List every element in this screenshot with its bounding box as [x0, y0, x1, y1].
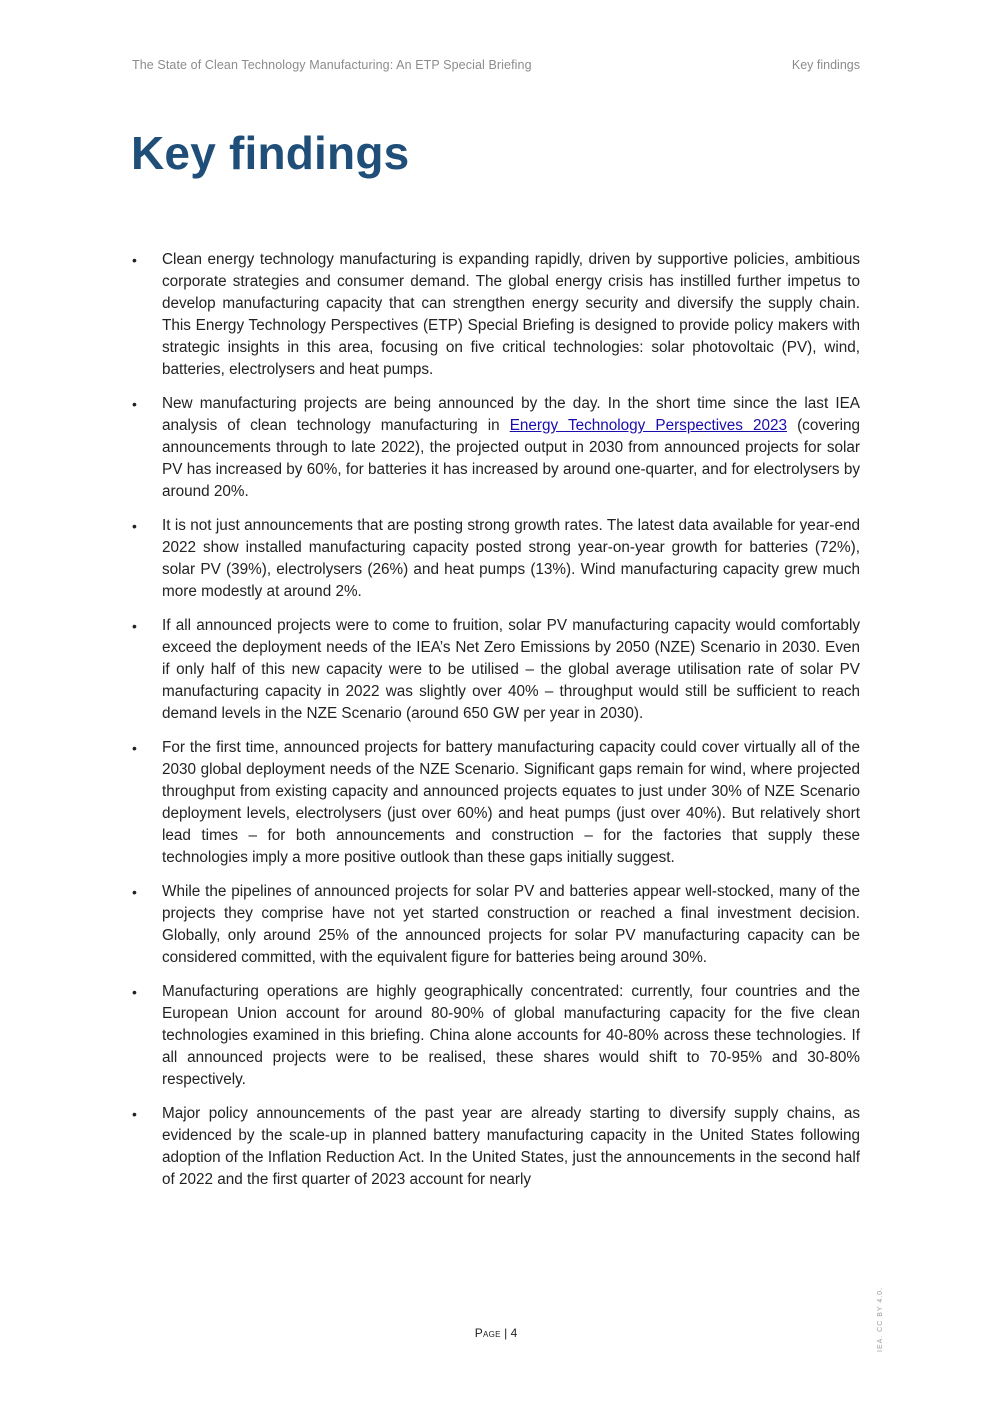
- running-header-title: The State of Clean Technology Manufacturing: An ETP Special Briefing: [132, 58, 532, 72]
- bullet-icon: •: [132, 884, 137, 900]
- finding-item: [132, 393, 860, 503]
- page-separator: |: [500, 1326, 511, 1340]
- finding-text: For the first time, announced projects for battery manufacturing capacity could cover virtually all of the 2030 global deployment needs of the NZE Scenario. Significant gaps remain for wind, where projected throughput from existing capacity and announced projects equates to just under 30% of NZE Scenario deployment levels, electrolysers (just over 60%) and heat pumps (just over 40%). But relatively short lead times – for both announcements and construction – for the factories that supply these technologies imply a more positive outlook than these gaps initially suggest.: [162, 739, 860, 866]
- finding-item: [132, 1103, 860, 1191]
- finding-item: [132, 615, 860, 725]
- bullet-icon: •: [132, 1106, 137, 1122]
- page-title: Key findings: [131, 127, 410, 179]
- license-notice: IEA. CC BY 4.0.: [877, 1286, 884, 1352]
- finding-text-after-link: (covering announcements through to late 2022), the projected output in 2030 from announced projects for solar PV has increased by 60%, for batteries it has increased by around one-quarter, and for electrolysers by around 20%.: [162, 417, 860, 500]
- finding-text-before-link: New manufacturing projects are being announced by the day. In the short time since the last IEA analysis of clean technology manufacturing in: [162, 395, 860, 434]
- finding-text: Clean energy technology manufacturing is expanding rapidly, driven by supportive policies, ambitious corporate strategies and consumer demand. The global energy crisis has instilled further impetus to develop manufacturing capacity that can strengthen energy security and diversify the supply chain. This Energy Technology Perspectives (ETP) Special Briefing is designed to provide policy makers with strategic insights in this area, focusing on five critical technologies: solar photovoltaic (PV), wind, batteries, electrolysers and heat pumps.: [162, 251, 860, 378]
- page-number-footer: [0, 1326, 992, 1340]
- bullet-icon: •: [132, 618, 137, 634]
- running-header-section: Key findings: [791, 58, 860, 72]
- finding-text: If all announced projects were to come to fruition, solar PV manufacturing capacity would comfortably exceed the deployment needs of the IEA’s Net Zero Emissions by 2050 (NZE) Scenario in 2030. Even if only half of this new capacity were to be utilised – the global average utilisation rate of solar PV manufacturing capacity in 2022 was slightly over 40% – throughput would still be sufficient to reach demand levels in the NZE Scenario (around 650 GW per year in 2030).: [162, 617, 860, 722]
- finding-text: While the pipelines of announced projects for solar PV and batteries appear well-stocked, many of the projects they comprise have not yet started construction or reached a final investment decision. Globally, only around 25% of the announced projects for solar PV manufacturing capacity can be considered committed, with the equivalent figure for batteries being around 30%.: [162, 883, 860, 966]
- finding-item: [132, 737, 860, 869]
- bullet-icon: •: [132, 396, 137, 412]
- finding-text: Major policy announcements of the past year are already starting to diversify supply chains, as evidenced by the scale-up in planned battery manufacturing capacity in the United States following adoption of the Inflation Reduction Act. In the United States, just the announcements in the second half of 2022 and the first quarter of 2023 account for nearly: [162, 1105, 860, 1188]
- bullet-icon: •: [132, 740, 137, 756]
- finding-item: [132, 981, 860, 1091]
- etp-2023-link[interactable]: Energy Technology Perspectives 2023: [509, 417, 788, 434]
- key-findings-list: [132, 249, 860, 1203]
- bullet-icon: •: [132, 518, 137, 534]
- page-label: Page: [474, 1326, 501, 1340]
- bullet-icon: •: [132, 984, 137, 1000]
- page-number: 4: [510, 1326, 518, 1340]
- finding-text: Manufacturing operations are highly geographically concentrated: currently, four countries and the European Union account for around 80-90% of global manufacturing capacity for the five clean technologies examined in this briefing. China alone accounts for 40-80% across these technologies. If all announced projects were to be realised, these shares would shift to 70-95% and 30-80% respectively.: [162, 983, 860, 1088]
- finding-text: It is not just announcements that are posting strong growth rates. The latest data available for year-end 2022 show installed manufacturing capacity posted strong year-on-year growth for batteries (72%), solar PV (39%), electrolysers (26%) and heat pumps (13%). Wind manufacturing capacity grew much more modestly at around 2%.: [162, 517, 860, 600]
- finding-item: [132, 515, 860, 603]
- finding-item: [132, 249, 860, 381]
- finding-item: [132, 881, 860, 969]
- bullet-icon: •: [132, 252, 137, 268]
